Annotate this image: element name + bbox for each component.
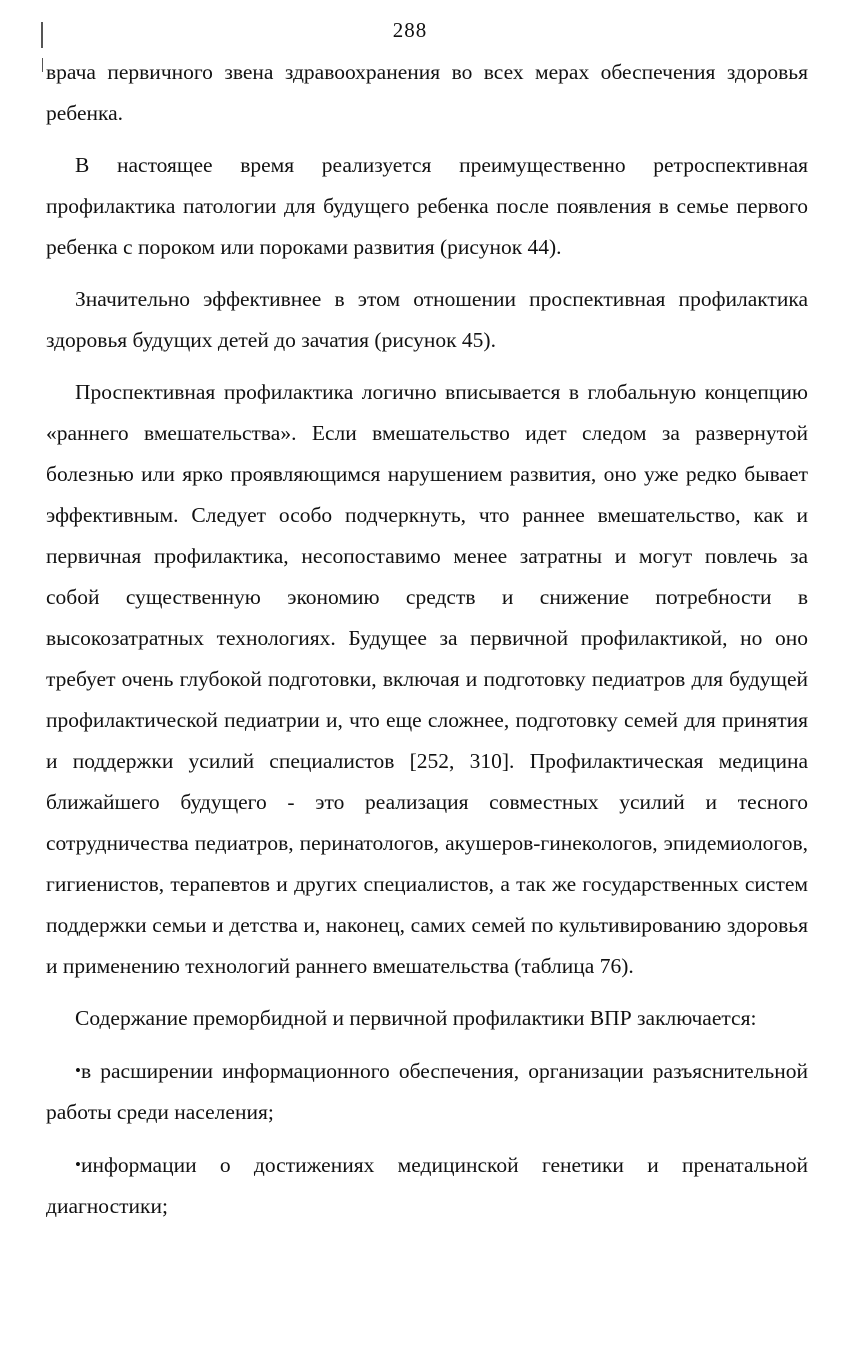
paragraph-content-intro: Содержание преморбидной и первичной профилактики ВПР заключается:: [75, 1006, 757, 1030]
paragraph-continuation: врача первичного звена здравоохранения во всех мерах обеспечения здоровья ребенка.: [46, 60, 808, 125]
paragraph-retrospective: В настоящее время реализуется преимущественно ретроспективная профилактика патологии для будущего ребенка после появления в семье первого ребенка с пороком или пороками развития (рисунок 44).: [46, 153, 808, 259]
paragraph-early-intervention: Проспективная профилактика логично вписывается в глобальную концепцию «раннего вмешательства». Если вмешательство идет следом за развернутой болезнью или ярко проявляющимся нарушением развития, оно уже редко бывает эффективным. Следует особо подчеркнуть, что раннее вмешательство, как и первичная профилактика, несопоставимо менее затратны и могут повлечь за собой существенную экономию средств и снижение потребности в высокозатратных технологиях. Будущее за первичной профилактикой, но оно требует очень глубокой подготовки, включая и подготовку педиатров для будущей профилактической педиатрии и, что еще сложнее, подготовку семей для принятия и поддержки усилий специалистов [252, 310]. Профилактическая медицина ближайшего будущего - это реализация совместных усилий и тесного сотрудничества педиатров, перинатологов, акушеров-гинекологов, эпидемиологов, гигиенистов, терапевтов и других специалистов, а так же государственных систем поддержки семьи и детства и, наконец, самих семей по культивированию здоровья и применению технологий раннего вмешательства (таблица 76).: [46, 380, 808, 978]
paragraph-prospective: Значительно эффективнее в этом отношении проспективная профилактика здоровья будущих детей до зачатия (рисунок 45).: [46, 287, 808, 352]
bullet-icon: •: [75, 1155, 81, 1174]
margin-mark-small: [42, 58, 43, 72]
bullet-item: [46, 1050, 808, 1133]
body-text: [46, 52, 808, 1238]
page-number: 288: [392, 18, 428, 42]
bullet-icon: •: [75, 1061, 81, 1080]
bullet-text: в расширении информационного обеспечения, организации разъяснительной работы среди населения;: [46, 1059, 808, 1124]
bullet-item: [46, 1144, 808, 1227]
bullet-text: информации о достижениях медицинской генетики и пренатальной диагностики;: [46, 1153, 808, 1218]
